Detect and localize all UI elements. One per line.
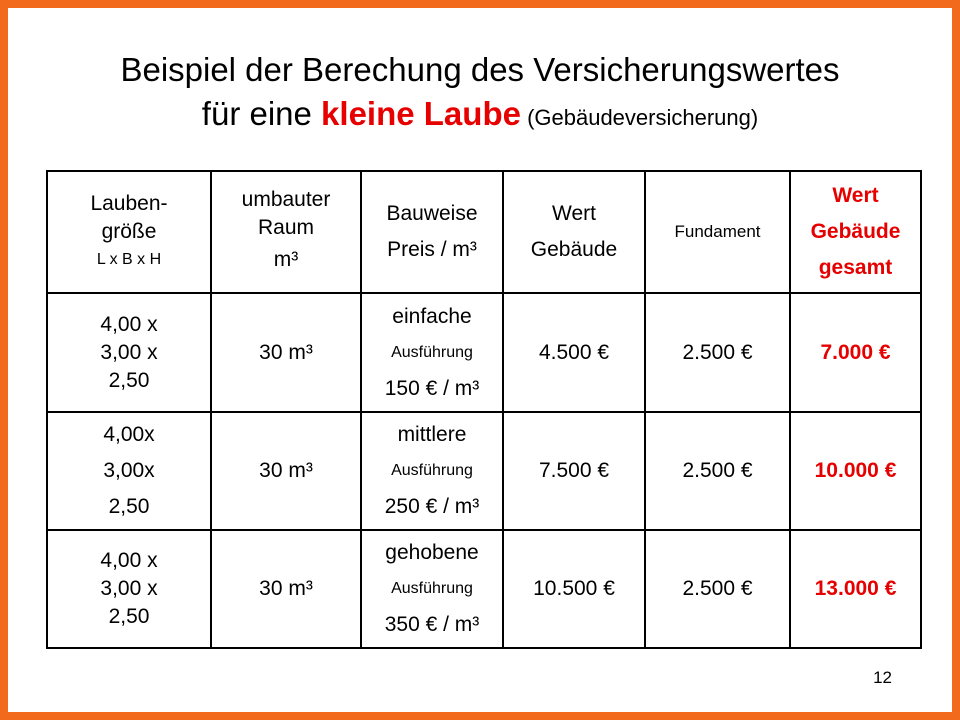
size-line: 4,00 x (100, 549, 158, 572)
header-foundation-label: Fundament (674, 222, 761, 241)
cell-build (361, 293, 503, 412)
size-line: 3,00x (103, 459, 155, 482)
build-label: Ausführung (391, 343, 473, 361)
calculation-table (46, 170, 922, 649)
build-type: gehobene (385, 541, 479, 564)
table-row (47, 412, 921, 530)
cell-total: 7.000 € (790, 293, 921, 412)
title-line-1: Beispiel der Berechung des Versicherungswertes (120, 51, 840, 88)
table-row (47, 293, 921, 412)
cell-total: 13.000 € (790, 530, 921, 648)
header-total-line2: Gebäude (810, 220, 901, 243)
build-label: Ausführung (391, 580, 473, 597)
header-build (361, 171, 503, 293)
header-size-line2: größe (101, 220, 157, 243)
title-line-2 (8, 92, 952, 140)
header-value (503, 171, 645, 293)
size-line: 2,50 (108, 495, 150, 518)
cell-foundation: 2.500 € (645, 293, 790, 412)
table-header-row (47, 171, 921, 293)
header-space-line1: umbauter (241, 188, 331, 211)
size-line: 2,50 (108, 605, 150, 628)
build-price: 250 € / m³ (384, 495, 480, 518)
header-total-line3: gesamt (818, 256, 893, 279)
header-size-line1: Lauben- (90, 192, 168, 215)
size-line: 3,00 x (100, 340, 158, 364)
header-total (790, 171, 921, 293)
title-suffix: (Gebäudeversicherung) (520, 105, 759, 130)
header-size-line3: L x B x H (96, 251, 162, 268)
cell-foundation: 2.500 € (645, 412, 790, 530)
table-row (47, 530, 921, 648)
cell-space: 30 m³ (211, 530, 361, 648)
cell-value: 7.500 € (503, 412, 645, 530)
cell-foundation: 2.500 € (645, 530, 790, 648)
cell-value: 4.500 € (503, 293, 645, 412)
header-space-line3: m³ (273, 248, 299, 271)
cell-size (47, 530, 211, 648)
cell-build (361, 412, 503, 530)
build-label: Ausführung (391, 462, 473, 479)
slide-title (8, 48, 952, 140)
size-line: 4,00 x (100, 312, 158, 336)
header-value-line1: Wert (552, 202, 596, 225)
size-line: 2,50 (108, 368, 150, 392)
cell-space: 30 m³ (211, 293, 361, 412)
cell-build (361, 530, 503, 648)
build-type: mittlere (397, 423, 467, 446)
header-foundation (645, 171, 790, 293)
header-total-line1: Wert (832, 184, 879, 207)
build-price: 150 € / m³ (384, 376, 480, 400)
title-accent: kleine Laube (321, 95, 521, 132)
cell-value: 10.500 € (503, 530, 645, 648)
cell-total: 10.000 € (790, 412, 921, 530)
cell-size (47, 293, 211, 412)
build-type: einfache (392, 304, 472, 328)
header-value-line2: Gebäude (530, 238, 618, 261)
title-prefix: für eine (201, 95, 322, 132)
size-line: 4,00x (103, 423, 155, 446)
page-number: 12 (873, 668, 892, 687)
header-space-line2: Raum (257, 216, 315, 239)
header-space (211, 171, 361, 293)
cell-size (47, 412, 211, 530)
header-build-line2: Preis / m³ (387, 238, 477, 261)
cell-space: 30 m³ (211, 412, 361, 530)
header-build-line1: Bauweise (386, 202, 478, 225)
header-size (47, 171, 211, 293)
size-line: 3,00 x (100, 577, 158, 600)
build-price: 350 € / m³ (384, 613, 480, 636)
